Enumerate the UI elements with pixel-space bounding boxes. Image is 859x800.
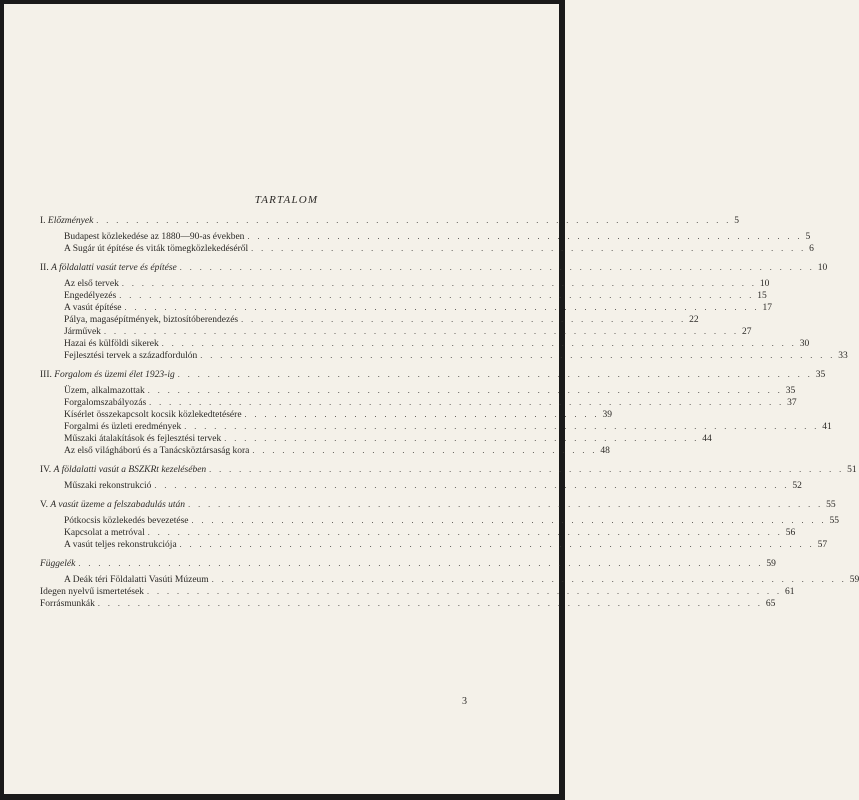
dot-leader: . . . . . . . . . . . . . . . . . . . . . . . . . . . . . . . . . . . . . . . . . . . . . . . . . . . . . . . . . . . . . . . .: [179, 540, 815, 549]
toc-section-3: [40, 369, 832, 457]
dot-leader: . . . . . . . . . . . . . . . . . . . . . . . . . . . . . . . . . . . . . . . . . . . . . . . . . . . . . . . . . . . . . . . .: [211, 575, 847, 584]
dot-leader: . . . . . . . . . . . . . . . . . . . . . . . . . . . . . . . . . . . . . . . . . . . . . . . . . . . . . . . . . . . . . . . . . . .: [97, 599, 763, 608]
entry-page: 44: [702, 434, 712, 444]
entry-page: 65: [765, 599, 776, 609]
dot-leader: . . . . . . . . . . . . . . . . . . . . . . . . . . . . . . . . . . . . . . . . . . . . . . . . . . . . . . . . . . . . . . . .: [179, 263, 815, 272]
toc-entry[interactable]: [40, 515, 840, 527]
entry-page: 27: [741, 327, 752, 337]
dot-leader: . . . . . . . . . . . . . . . . . . . . . . . . . . . . . . . . . . . . . . . . . . . . . . . . . . . . . . . . . . . . . . . .: [96, 216, 732, 225]
section-title: Forgalom és üzemi élet 1923-ig: [54, 370, 175, 380]
toc-appendix: [40, 558, 859, 610]
dot-leader: . . . . . . . . . . . . . . . . . . . . . . . . . . . . . . . . . . . . . . . . . . . . . . . . . . . . . . . . . . . . . . . .: [184, 422, 820, 431]
entry-label: Üzem, alkalmazottak: [64, 386, 145, 396]
dot-leader: . . . . . . . . . . . . . . . . . . . . . . . . . . . . . . . . . . . . . . . . . . . . . . . . . . . . . . . . . . . . . . . .: [146, 587, 782, 596]
entry-label: Kísérlet összekapcsolt kocsik közlekedtetésére: [64, 410, 242, 420]
entry-page: 10: [759, 279, 770, 289]
dot-leader: . . . . . . . . . . . . . . . . . . . . . . . . . . . . . . . . . . . . . . . . . . . . . . . . . . . . . . . .: [247, 232, 803, 241]
toc-section-5: [40, 499, 840, 551]
entry-page: 22: [689, 315, 699, 325]
entry-page: 48: [600, 446, 610, 456]
section-title: A vasút üzeme a felszabadulás után: [50, 500, 186, 510]
dot-leader: . . . . . . . . . . . . . . . . . . . . . . . . . . . . . . . . . . . . . . . . . . . . .: [241, 315, 687, 324]
entry-page: 55: [829, 516, 840, 526]
dot-leader: . . . . . . . . . . . . . . . . . . . . . . . . . . . . . . . . . . . . . . . . . . . . . . . .: [224, 434, 700, 443]
section-number: V.: [40, 500, 49, 510]
toc-entry[interactable]: [40, 326, 752, 338]
entry-page: 41: [822, 422, 832, 432]
dot-leader: . . . . . . . . . . . . . . . . . . . . . . . . . . . . . . . . . . . . . . . . . . . . . . . . . . . . . . . . . . . . . . . .: [191, 516, 827, 525]
toc-section-4: [40, 464, 857, 492]
entry-label: Pótkocsis közlekedés bevezetése: [64, 516, 189, 526]
toc-entry[interactable]: [40, 586, 795, 598]
toc-entry[interactable]: [40, 480, 802, 492]
entry-label: A Sugár út építése és viták tömegközlekedéséről: [64, 244, 249, 254]
toc-section-heading[interactable]: [40, 464, 857, 476]
dot-leader: . . . . . . . . . . . . . . . . . . . . . . . . . . . . . . . . . . . . . . . . . . . . . . . . . . . . . . . . . . . . . . . .: [103, 327, 739, 336]
toc-entry[interactable]: [40, 397, 797, 409]
toc-section-1: [40, 215, 814, 255]
table-of-contents: [40, 215, 859, 617]
dot-leader: . . . . . . . . . . . . . . . . . . . . . . . . . . . . . . . . . . . . . . . . . . . . . . . . . . . . . . . . . . . . . . . .: [200, 351, 836, 360]
section-page: 35: [815, 370, 826, 380]
entry-label: Műszaki átalakítások és fejlesztési tervek: [64, 434, 222, 444]
dot-leader: . . . . . . . . . . . . . . . . . . . . . . . . . . . . . . . . . . . . . . . . . . . . . . . . . . . . . . . .: [251, 244, 807, 253]
entry-page: 57: [817, 540, 828, 550]
entry-page: 33: [838, 351, 848, 361]
entry-label: A vasút építése: [64, 303, 122, 313]
entry-label: Pálya, magasépítmények, biztosítóberendezés: [64, 315, 239, 325]
entry-label: Engedélyezés: [64, 291, 117, 301]
entry-page: 37: [787, 398, 797, 408]
toc-entry[interactable]: [40, 433, 712, 445]
toc-entry[interactable]: [40, 278, 770, 290]
toc-entry[interactable]: [40, 527, 796, 539]
entry-page: 35: [785, 386, 796, 396]
entry-page: 59: [849, 575, 859, 585]
dot-leader: . . . . . . . . . . . . . . . . . . . . . . . . . . . . . . . . . . . . . . . . . . . . . . . . . . . . . . . . . . . . . . . .: [121, 279, 757, 288]
page-number: 3: [462, 696, 467, 707]
section-title: A földalatti vasút a BSZKRt kezelésében: [53, 465, 207, 475]
section-number: I.: [40, 216, 46, 226]
toc-section-heading[interactable]: [40, 262, 828, 274]
dot-leader: . . . . . . . . . . . . . . . . . . . . . . . . . . . . . . . . . . . . . . . . . . . . . . . . . . . . . . . . . . . . . . . .: [209, 465, 845, 474]
toc-section-heading[interactable]: [40, 369, 826, 381]
dot-leader: . . . . . . . . . . . . . . . . . . . . . . . . . . . . . . . . . . . . . . . . . . . . . . . . . . . . . . . . . . . . . . . .: [119, 291, 755, 300]
dot-leader: . . . . . . . . . . . . . . . . . . . . . . . . . . . . . . . . . . .: [252, 446, 598, 455]
entry-label: Budapest közlekedése az 1880—90-as években: [64, 232, 245, 242]
entry-label: Forrásmunkák: [40, 599, 95, 609]
entry-label: Fejlesztési tervek a századfordulón: [64, 351, 198, 361]
entry-page: 17: [762, 303, 773, 313]
toc-entry[interactable]: [40, 539, 828, 551]
entry-page: 6: [809, 244, 814, 254]
section-page: 51: [847, 465, 857, 475]
section-title: Előzmények: [47, 216, 94, 226]
entry-page: 30: [799, 339, 810, 349]
section-page: 55: [826, 500, 836, 510]
entry-label: Forgalomszabályozás: [64, 398, 147, 408]
entry-label: Forgalmi és üzleti eredmények: [64, 422, 182, 432]
section-number: II.: [40, 263, 49, 273]
entry-label: A Deák téri Földalatti Vasúti Múzeum: [64, 575, 209, 585]
dot-leader: . . . . . . . . . . . . . . . . . . . . . . . . . . . . . . . . . . . .: [244, 410, 600, 419]
entry-page: 52: [792, 481, 802, 491]
entry-label: A vasút teljes rekonstrukciója: [64, 540, 177, 550]
dot-leader: . . . . . . . . . . . . . . . . . . . . . . . . . . . . . . . . . . . . . . . . . . . . . . . . . . . . . . . . . . . . . . . .: [161, 339, 797, 348]
dot-leader: . . . . . . . . . . . . . . . . . . . . . . . . . . . . . . . . . . . . . . . . . . . . . . . . . . . . . . . . . . . . . . . .: [188, 500, 824, 509]
dot-leader: . . . . . . . . . . . . . . . . . . . . . . . . . . . . . . . . . . . . . . . . . . . . . . . . . . . . . . . . . . . . . . . . . . . . .: [78, 559, 764, 568]
toc-entry[interactable]: [40, 409, 613, 421]
toc-entry[interactable]: [40, 302, 773, 314]
dot-leader: . . . . . . . . . . . . . . . . . . . . . . . . . . . . . . . . . . . . . . . . . . . . . . . . . . . . . . . . . . . . . . . .: [154, 481, 790, 490]
appendix-page: 59: [766, 559, 776, 569]
toc-entry[interactable]: [40, 350, 848, 362]
section-number: IV.: [40, 465, 52, 475]
entry-page: 56: [785, 528, 796, 538]
entry-label: Idegen nyelvű ismertetések: [40, 587, 144, 597]
entry-label: Műszaki rekonstrukció: [64, 481, 152, 491]
toc-entry[interactable]: [40, 598, 776, 610]
toc-entry[interactable]: [40, 445, 610, 457]
entry-label: Az első tervek: [64, 279, 119, 289]
entry-page: 61: [784, 587, 795, 597]
toc-section-heading[interactable]: [40, 499, 836, 511]
entry-label: Kapcsolat a metróval: [64, 528, 145, 538]
page-title: TARTALOM: [254, 194, 319, 206]
toc-section-2: [40, 262, 848, 362]
dot-leader: . . . . . . . . . . . . . . . . . . . . . . . . . . . . . . . . . . . . . . . . . . . . . . . . . . . . . . . . . . . . . . . .: [149, 398, 785, 407]
entry-page: 15: [757, 291, 767, 301]
entry-page: 39: [602, 410, 613, 420]
toc-appendix-heading[interactable]: [40, 558, 776, 570]
toc-entry[interactable]: [40, 385, 796, 397]
toc-entry[interactable]: [40, 338, 810, 350]
dot-leader: . . . . . . . . . . . . . . . . . . . . . . . . . . . . . . . . . . . . . . . . . . . . . . . . . . . . . . . . . . . . . . . .: [177, 370, 813, 379]
appendix-title: Függelék: [40, 559, 76, 569]
toc-entry[interactable]: [40, 290, 767, 302]
dot-leader: . . . . . . . . . . . . . . . . . . . . . . . . . . . . . . . . . . . . . . . . . . . . . . . . . . . . . . . . . . . . . . . .: [147, 528, 783, 537]
section-title: A földalatti vasút terve és építése: [51, 263, 177, 273]
toc-section-heading[interactable]: [40, 215, 740, 227]
dot-leader: . . . . . . . . . . . . . . . . . . . . . . . . . . . . . . . . . . . . . . . . . . . . . . . . . . . . . . . . . . . . . . . .: [124, 303, 760, 312]
section-number: III.: [40, 370, 52, 380]
toc-entry[interactable]: [40, 421, 832, 433]
dot-leader: . . . . . . . . . . . . . . . . . . . . . . . . . . . . . . . . . . . . . . . . . . . . . . . . . . . . . . . . . . . . . . . .: [147, 386, 783, 395]
section-page: 10: [817, 263, 828, 273]
entry-page: 5: [805, 232, 811, 242]
toc-entry[interactable]: [40, 231, 811, 243]
toc-entry[interactable]: [40, 314, 699, 326]
entry-label: Az első világháború és a Tanácsköztársaság kora: [64, 446, 250, 456]
entry-label: Járművek: [64, 327, 101, 337]
toc-entry[interactable]: [40, 243, 814, 255]
entry-label: Hazai és külföldi sikerek: [64, 339, 159, 349]
toc-entry[interactable]: [40, 574, 859, 586]
section-page: 5: [734, 216, 740, 226]
